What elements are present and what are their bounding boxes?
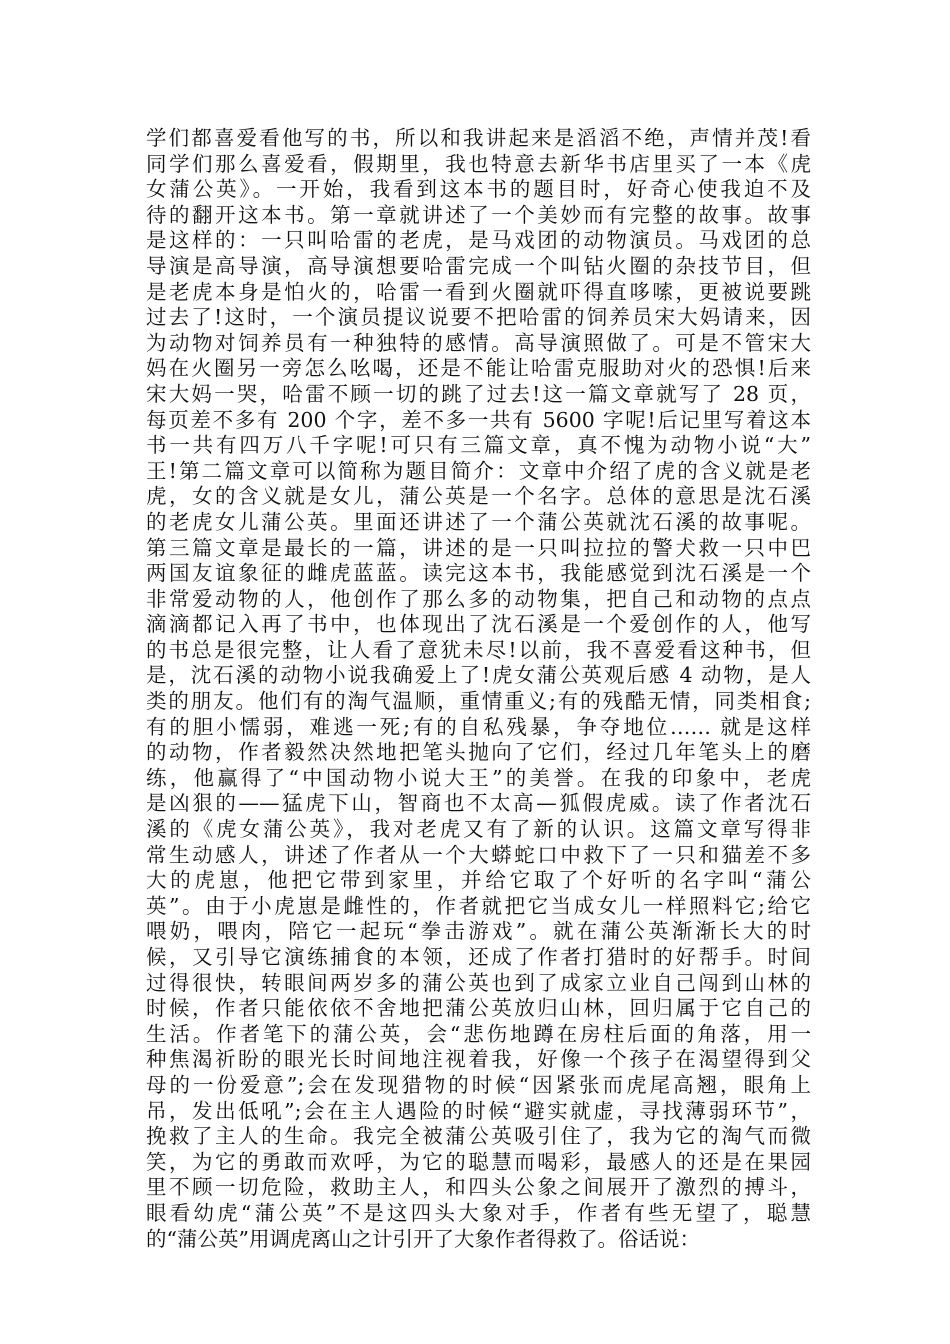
text-line: 大的虎崽，他把它带到家里，并给它取了个好听的名字叫“蒲公 xyxy=(146,868,811,893)
text-line: 挽救了主人的生命。我完全被蒲公英吸引住了，我为它的淘气而微 xyxy=(146,1124,811,1149)
text-line: 的“蒲公英”用调虎离山之计引开了大象作者得救了。俗话说： xyxy=(146,1226,700,1251)
text-line: 是，沈石溪的动物小说我确爱上了!虎女蒲公英观后感 4 动物，是人 xyxy=(146,663,811,688)
text-line: 生活。作者笔下的蒲公英，会“悲伤地蹲在房柱后面的角落，用一 xyxy=(146,1021,811,1046)
text-line: 有的胆小懦弱，难逃一死;有的自私残暴，争夺地位…… 就是这样 xyxy=(146,714,811,739)
text-line: 宋大妈一哭，哈雷不顾一切的跳了过去!这一篇文章就写了 28 页， xyxy=(146,381,811,406)
text-line: 喂奶，喂肉，陪它一起玩“拳击游戏”。就在蒲公英渐渐长大的时 xyxy=(146,919,811,944)
text-line: 笑，为它的勇敢而欢呼，为它的聪慧而喝彩，最感人的还是在果园 xyxy=(146,1149,811,1174)
text-line: 里不顾一切危险，救助主人，和四头公象之间展开了激烈的搏斗， xyxy=(146,1175,811,1200)
text-line: 过得很快，转眼间两岁多的蒲公英也到了成家立业自己闯到山林的 xyxy=(146,970,811,995)
text-line: 母的一份爱意”;会在发现猎物的时候“因紧张而虎尾高翘，眼角上 xyxy=(146,1072,811,1097)
text-line: 吊，发出低吼”;会在主人遇险的时候“避实就虚，寻找薄弱环节”， xyxy=(146,1098,811,1123)
text-line: 英”。由于小虎崽是雌性的，作者就把它当成女儿一样照料它;给它 xyxy=(146,893,811,918)
text-line: 类的朋友。他们有的淘气温顺，重情重义;有的残酷无情，同类相食; xyxy=(146,689,811,714)
text-line: 每页差不多有 200 个字，差不多一共有 5600 字呢!后记里写着这本 xyxy=(146,407,811,432)
text-line: 溪的《虎女蒲公英》，我对老虎又有了新的认识。这篇文章写得非 xyxy=(146,817,811,842)
text-line: 虎，女的含义就是女儿，蒲公英是一个名字。总体的意思是沈石溪 xyxy=(146,484,811,509)
text-line: 非常爱动物的人，他创作了那么多的动物集，把自己和动物的点点 xyxy=(146,586,811,611)
text-line: 滴滴都记入再了书中，也体现出了沈石溪是一个爱创作的人，他写 xyxy=(146,612,811,637)
text-line: 第三篇文章是最长的一篇，讲述的是一只叫拉拉的警犬救一只中巴 xyxy=(146,535,811,560)
text-line: 种焦渴祈盼的眼光长时间地注视着我，好像一个孩子在渴望得到父 xyxy=(146,1047,811,1072)
text-line: 女蒲公英》。一开始，我看到这本书的题目时，好奇心使我迫不及 xyxy=(146,177,811,202)
text-line: 时候，作者只能依依不舍地把蒲公英放归山林，回归属于它自己的 xyxy=(146,996,811,1021)
text-line: 是凶狠的——猛虎下山，智商也不太高—狐假虎威。读了作者沈石 xyxy=(146,791,811,816)
text-line: 待的翻开这本书。第一章就讲述了一个美妙而有完整的故事。故事 xyxy=(146,202,811,227)
text-line: 两国友谊象征的雌虎蓝蓝。读完这本书，我能感觉到沈石溪是一个 xyxy=(146,561,811,586)
text-line: 的动物，作者毅然决然地把笔头抛向了它们，经过几年笔头上的磨 xyxy=(146,740,811,765)
text-line: 是老虎本身是怕火的，哈雷一看到火圈就吓得直哆嗦，更被说要跳 xyxy=(146,279,811,304)
text-line: 书一共有四万八千字呢!可只有三篇文章，真不愧为动物小说“大” xyxy=(146,433,811,458)
text-line: 的书总是很完整，让人看了意犹未尽!以前，我不喜爱看这种书，但 xyxy=(146,637,811,662)
text-line: 是这样的：一只叫哈雷的老虎，是马戏团的动物演员。马戏团的总 xyxy=(146,228,811,253)
text-line: 同学们那么喜爱看，假期里，我也特意去新华书店里买了一本《虎 xyxy=(146,151,811,176)
text-line: 导演是高导演，高导演想要哈雷完成一个叫钻火圈的杂技节目，但 xyxy=(146,253,811,278)
text-line: 为动物对饲养员有一种独特的感情。高导演照做了。可是不管宋大 xyxy=(146,330,811,355)
text-line: 眼看幼虎“蒲公英”不是这四头大象对手，作者有些无望了，聪慧 xyxy=(146,1200,811,1225)
text-line: 过去了!这时，一个演员提议说要不把哈雷的饲养员宋大妈请来，因 xyxy=(146,305,811,330)
text-line: 候，又引导它演练捕食的本领，还成了作者打猎时的好帮手。时间 xyxy=(146,945,811,969)
text-line: 练，他赢得了“中国动物小说大王”的美誉。在我的印象中，老虎 xyxy=(146,765,811,790)
text-line: 常生动感人，讲述了作者从一个大蟒蛇口中救下了一只和猫差不多 xyxy=(146,842,811,867)
body-text xyxy=(146,126,811,1252)
text-line: 的老虎女儿蒲公英。里面还讲述了一个蒲公英就沈石溪的故事呢。 xyxy=(146,509,811,534)
text-line: 学们都喜爱看他写的书，所以和我讲起来是滔滔不绝，声情并茂!看 xyxy=(146,126,811,150)
text-line: 妈在火圈另一旁怎么吆喝，还是不能让哈雷克服助对火的恐惧!后来 xyxy=(146,356,811,381)
text-line: 王!第二篇文章可以简称为题目简介：文章中介绍了虎的含义就是老 xyxy=(146,458,811,483)
